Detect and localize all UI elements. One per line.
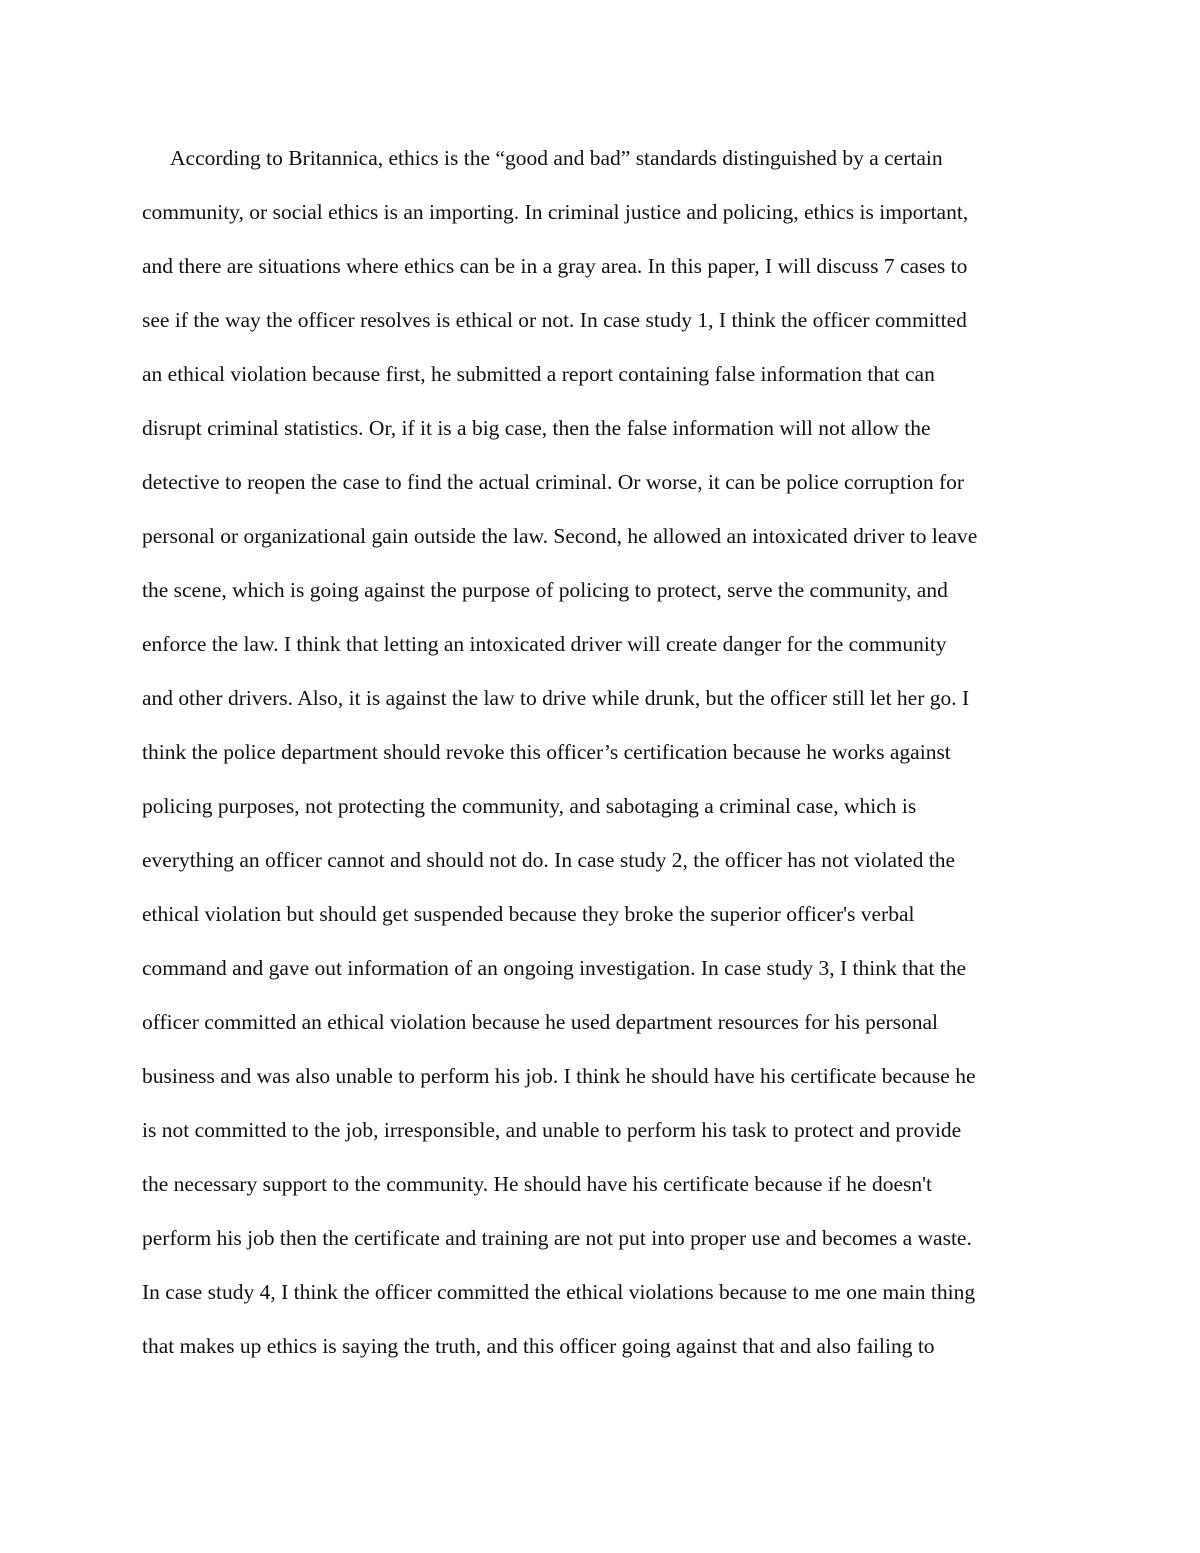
text-line: policing purposes, not protecting the community, and sabotaging a criminal case, which is [142, 794, 917, 818]
text-line: According to Britannica, ethics is the “good and bad” standards distinguished by a certain [170, 146, 943, 170]
text-line: that makes up ethics is saying the truth, and this officer going against that and also failing to [142, 1334, 935, 1358]
text-line: and other drivers. Also, it is against the law to drive while drunk, but the officer still let her go. I [142, 686, 970, 710]
text-line: think the police department should revoke this officer’s certification because he works against [142, 740, 951, 764]
text-line: the necessary support to the community. He should have his certificate because if he doesn't [142, 1172, 932, 1196]
text-line: business and was also unable to perform his job. I think he should have his certificate because he [142, 1064, 976, 1088]
text-line: see if the way the officer resolves is ethical or not. In case study 1, I think the officer committed [142, 308, 967, 332]
text-line: community, or social ethics is an importing. In criminal justice and policing, ethics is important, [142, 200, 969, 224]
text-line: the scene, which is going against the purpose of policing to protect, serve the community, and [142, 578, 948, 602]
text-line: everything an officer cannot and should not do. In case study 2, the officer has not violated the [142, 848, 955, 872]
text-line: disrupt criminal statistics. Or, if it is a big case, then the false information will not allow the [142, 416, 931, 440]
body-paragraph [142, 140, 1062, 1382]
text-line: an ethical violation because first, he submitted a report containing false information that can [142, 362, 935, 386]
text-line: ethical violation but should get suspended because they broke the superior officer's verbal [142, 902, 915, 926]
text-line: personal or organizational gain outside the law. Second, he allowed an intoxicated driver to leave [142, 524, 978, 548]
text-line: is not committed to the job, irresponsible, and unable to perform his task to protect and provide [142, 1118, 962, 1142]
text-line: In case study 4, I think the officer committed the ethical violations because to me one main thing [142, 1280, 976, 1304]
text-line: and there are situations where ethics can be in a gray area. In this paper, I will discuss 7 cases to [142, 254, 968, 278]
text-line: command and gave out information of an ongoing investigation. In case study 3, I think that the [142, 956, 966, 980]
text-line: officer committed an ethical violation because he used department resources for his personal [142, 1010, 939, 1034]
text-line: perform his job then the certificate and training are not put into proper use and becomes a waste. [142, 1226, 972, 1250]
text-line: enforce the law. I think that letting an intoxicated driver will create danger for the community [142, 632, 947, 656]
text-line: detective to reopen the case to find the actual criminal. Or worse, it can be police corruption for [142, 470, 965, 494]
